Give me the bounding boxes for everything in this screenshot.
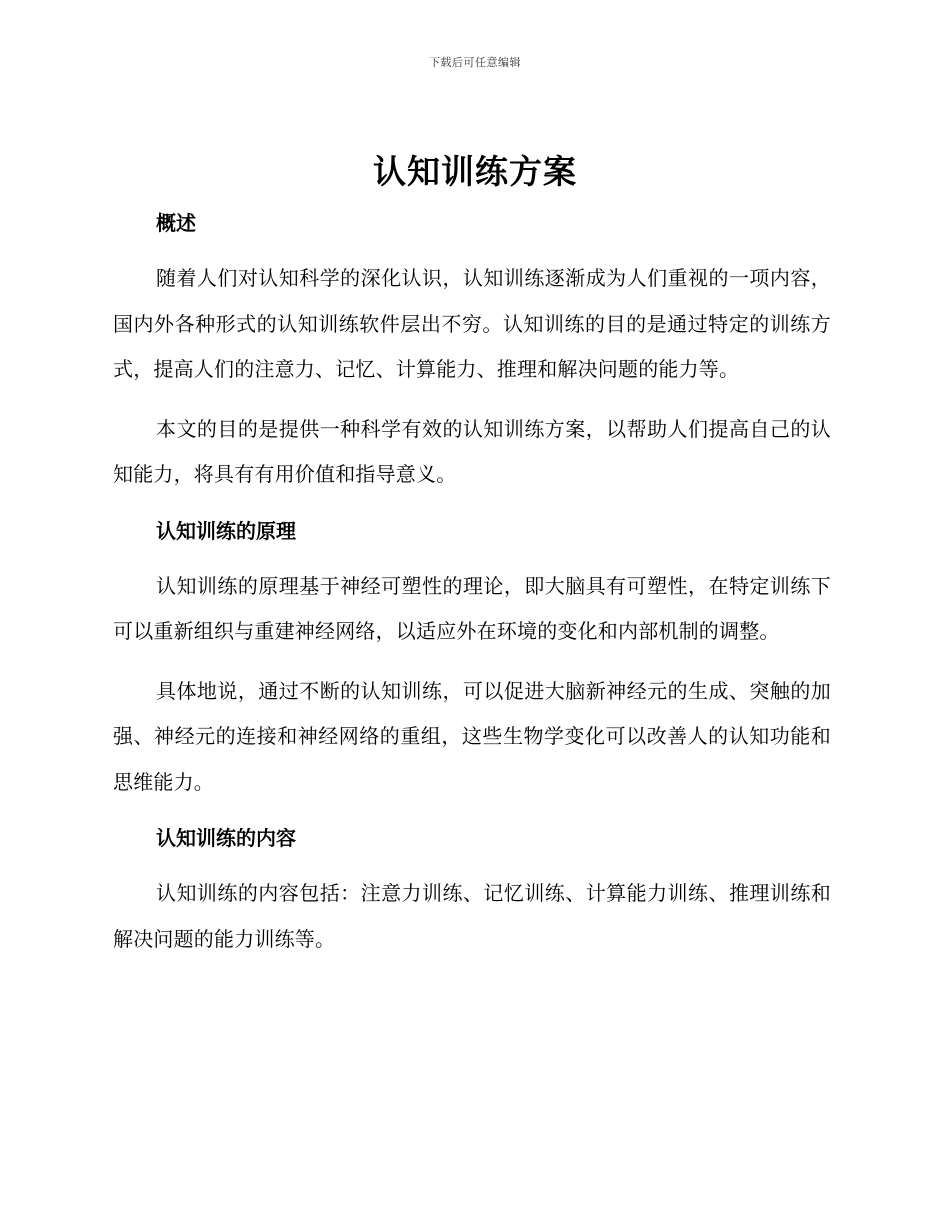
section-heading: 认知训练的原理 [156, 518, 296, 543]
section-overview [113, 204, 831, 498]
section-principle [113, 512, 831, 806]
paragraph: 具体地说，通过不断的认知训练，可以促进大脑新神经元的生成、突触的加强、神经元的连接和神经网络的重组，这些生物学变化可以改善人的认知功能和思维能力。 [113, 678, 831, 794]
document-body [113, 204, 831, 962]
section-heading: 认知训练的内容 [156, 826, 296, 850]
paragraph: 本文的目的是提供一种科学有效的认知训练方案，以帮助人们提高自己的认知能力，将具有有用价值和指导意义。 [113, 416, 831, 486]
document-title: 认知训练方案 [373, 152, 577, 191]
paragraph: 认知训练的内容包括：注意力训练、记忆训练、计算能力训练、推理训练和解决问题的能力训练等。 [113, 881, 831, 951]
paragraph: 认知训练的原理基于神经可塑性的理论，即大脑具有可塑性，在特定训练下可以重新组织与重建神经网络，以适应外在环境的变化和内部机制的调整。 [113, 573, 831, 643]
section-heading: 概述 [156, 211, 196, 235]
section-content [113, 819, 831, 962]
paragraph: 随着人们对认知科学的深化认识，认知训练逐渐成为人们重视的一项内容，国内外各种形式的认知训练软件层出不穷。认知训练的目的是通过特定的训练方式，提高人们的注意力、记忆、计算能力、推理和解决问题的能力等。 [113, 266, 831, 381]
page-header: 下载后可任意编辑 [429, 56, 521, 69]
